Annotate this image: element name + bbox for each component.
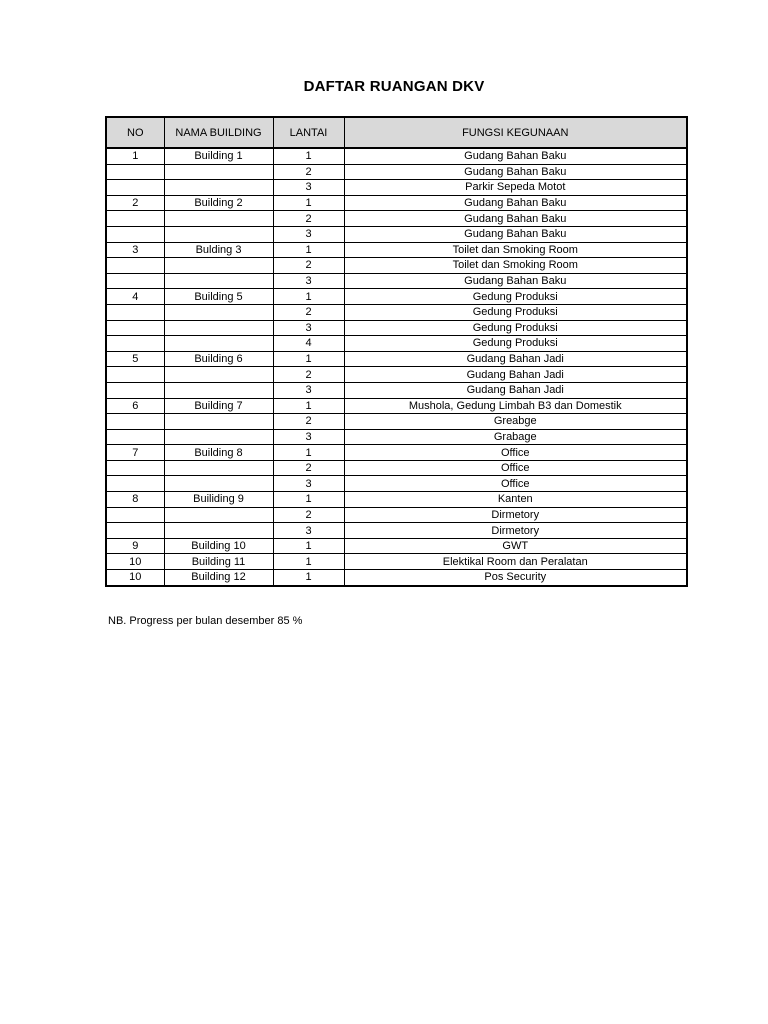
column-header-no: NO [106, 117, 164, 148]
table-row [106, 554, 687, 570]
cell-no [106, 414, 164, 430]
cell-nama-building [164, 336, 273, 352]
cell-nama-building [164, 367, 273, 383]
cell-fungsi-kegunaan: Gudang Bahan Jadi [344, 351, 687, 367]
table-header-row [106, 117, 687, 148]
cell-fungsi-kegunaan: Dirmetory [344, 523, 687, 539]
cell-no [106, 226, 164, 242]
column-header-fungsi-kegunaan: FUNGSI KEGUNAAN [344, 117, 687, 148]
cell-lantai: 1 [273, 398, 344, 414]
cell-lantai: 1 [273, 289, 344, 305]
table-row [106, 523, 687, 539]
table-row [106, 507, 687, 523]
cell-fungsi-kegunaan: Office [344, 476, 687, 492]
cell-lantai: 3 [273, 320, 344, 336]
cell-fungsi-kegunaan: Gudang Bahan Baku [344, 273, 687, 289]
cell-fungsi-kegunaan: Toilet dan Smoking Room [344, 258, 687, 274]
cell-nama-building [164, 523, 273, 539]
cell-no [106, 164, 164, 180]
cell-fungsi-kegunaan: Office [344, 460, 687, 476]
cell-no: 3 [106, 242, 164, 258]
cell-nama-building [164, 507, 273, 523]
cell-lantai: 2 [273, 258, 344, 274]
cell-fungsi-kegunaan: Gudang Bahan Baku [344, 211, 687, 227]
cell-fungsi-kegunaan: Dirmetory [344, 507, 687, 523]
table-row [106, 195, 687, 211]
cell-fungsi-kegunaan: Parkir Sepeda Motot [344, 180, 687, 196]
cell-no [106, 304, 164, 320]
cell-no [106, 320, 164, 336]
cell-fungsi-kegunaan: Gedung Produksi [344, 289, 687, 305]
table-row [106, 148, 687, 164]
table-row [106, 226, 687, 242]
table-row [106, 382, 687, 398]
table-row [106, 211, 687, 227]
table-row [106, 445, 687, 461]
cell-fungsi-kegunaan: Pos Security [344, 570, 687, 586]
cell-nama-building [164, 273, 273, 289]
cell-lantai: 3 [273, 382, 344, 398]
cell-nama-building [164, 382, 273, 398]
cell-nama-building [164, 211, 273, 227]
table-row [106, 398, 687, 414]
cell-lantai: 3 [273, 476, 344, 492]
cell-fungsi-kegunaan: Gudang Bahan Baku [344, 226, 687, 242]
cell-nama-building: Building 12 [164, 570, 273, 586]
cell-no [106, 336, 164, 352]
cell-fungsi-kegunaan: Gedung Produksi [344, 336, 687, 352]
cell-nama-building: Building 1 [164, 148, 273, 164]
cell-lantai: 2 [273, 507, 344, 523]
table-row [106, 492, 687, 508]
table-row [106, 429, 687, 445]
cell-lantai: 3 [273, 523, 344, 539]
cell-lantai: 2 [273, 367, 344, 383]
progress-note: NB. Progress per bulan desember 85 % [108, 615, 303, 627]
table-row [106, 242, 687, 258]
cell-nama-building [164, 164, 273, 180]
cell-lantai: 3 [273, 180, 344, 196]
cell-fungsi-kegunaan: Gedung Produksi [344, 304, 687, 320]
cell-no: 2 [106, 195, 164, 211]
table-row [106, 570, 687, 586]
table-row [106, 273, 687, 289]
cell-fungsi-kegunaan: Gudang Bahan Jadi [344, 382, 687, 398]
cell-no [106, 460, 164, 476]
cell-lantai: 4 [273, 336, 344, 352]
column-header-nama-building: NAMA BUILDING [164, 117, 273, 148]
table-row [106, 320, 687, 336]
cell-lantai: 1 [273, 242, 344, 258]
cell-fungsi-kegunaan: Kanten [344, 492, 687, 508]
cell-no: 8 [106, 492, 164, 508]
cell-nama-building: Building 8 [164, 445, 273, 461]
cell-fungsi-kegunaan: Gudang Bahan Jadi [344, 367, 687, 383]
cell-fungsi-kegunaan: Office [344, 445, 687, 461]
cell-lantai: 1 [273, 538, 344, 554]
cell-lantai: 1 [273, 492, 344, 508]
table-row [106, 304, 687, 320]
cell-nama-building [164, 226, 273, 242]
cell-no: 9 [106, 538, 164, 554]
cell-no: 4 [106, 289, 164, 305]
cell-lantai: 3 [273, 429, 344, 445]
cell-nama-building [164, 414, 273, 430]
cell-no: 6 [106, 398, 164, 414]
cell-no: 10 [106, 554, 164, 570]
cell-fungsi-kegunaan: GWT [344, 538, 687, 554]
table-row [106, 164, 687, 180]
cell-lantai: 1 [273, 570, 344, 586]
cell-nama-building: Building 6 [164, 351, 273, 367]
cell-lantai: 2 [273, 164, 344, 180]
cell-no [106, 367, 164, 383]
cell-nama-building [164, 460, 273, 476]
table-row [106, 460, 687, 476]
cell-no: 5 [106, 351, 164, 367]
cell-nama-building [164, 429, 273, 445]
cell-lantai: 1 [273, 554, 344, 570]
table-row [106, 476, 687, 492]
document-title: DAFTAR RUANGAN DKV [303, 78, 485, 95]
cell-nama-building: Building 7 [164, 398, 273, 414]
cell-nama-building [164, 476, 273, 492]
column-header-lantai: LANTAI [273, 117, 344, 148]
cell-nama-building: Builiding 9 [164, 492, 273, 508]
cell-fungsi-kegunaan: Gudang Bahan Baku [344, 195, 687, 211]
cell-no [106, 273, 164, 289]
table-row [106, 336, 687, 352]
cell-no [106, 180, 164, 196]
cell-no: 7 [106, 445, 164, 461]
table-body [106, 148, 687, 586]
cell-nama-building: Building 5 [164, 289, 273, 305]
cell-lantai: 2 [273, 211, 344, 227]
cell-lantai: 1 [273, 445, 344, 461]
cell-fungsi-kegunaan: Gudang Bahan Baku [344, 148, 687, 164]
cell-lantai: 3 [273, 226, 344, 242]
cell-nama-building [164, 304, 273, 320]
cell-lantai: 1 [273, 148, 344, 164]
cell-lantai: 2 [273, 304, 344, 320]
cell-fungsi-kegunaan: Greabge [344, 414, 687, 430]
cell-no [106, 211, 164, 227]
cell-fungsi-kegunaan: Gudang Bahan Baku [344, 164, 687, 180]
cell-no [106, 523, 164, 539]
table-row [106, 289, 687, 305]
room-list-table [105, 116, 688, 587]
cell-nama-building: Building 11 [164, 554, 273, 570]
cell-fungsi-kegunaan: Grabage [344, 429, 687, 445]
cell-lantai: 3 [273, 273, 344, 289]
table-row [106, 367, 687, 383]
cell-no: 10 [106, 570, 164, 586]
cell-no: 1 [106, 148, 164, 164]
cell-lantai: 1 [273, 195, 344, 211]
cell-nama-building: Bulding 3 [164, 242, 273, 258]
cell-lantai: 2 [273, 460, 344, 476]
cell-nama-building: Building 10 [164, 538, 273, 554]
cell-no [106, 476, 164, 492]
table-row [106, 180, 687, 196]
table-row [106, 351, 687, 367]
table-row [106, 258, 687, 274]
cell-no [106, 507, 164, 523]
cell-lantai: 2 [273, 414, 344, 430]
cell-nama-building [164, 180, 273, 196]
cell-fungsi-kegunaan: Gedung Produksi [344, 320, 687, 336]
cell-no [106, 258, 164, 274]
cell-nama-building: Building 2 [164, 195, 273, 211]
cell-nama-building [164, 258, 273, 274]
cell-fungsi-kegunaan: Mushola, Gedung Limbah B3 dan Domestik [344, 398, 687, 414]
cell-nama-building [164, 320, 273, 336]
cell-lantai: 1 [273, 351, 344, 367]
cell-fungsi-kegunaan: Toilet dan Smoking Room [344, 242, 687, 258]
cell-no [106, 382, 164, 398]
table-row [106, 538, 687, 554]
cell-no [106, 429, 164, 445]
table-row [106, 414, 687, 430]
cell-fungsi-kegunaan: Elektikal Room dan Peralatan [344, 554, 687, 570]
